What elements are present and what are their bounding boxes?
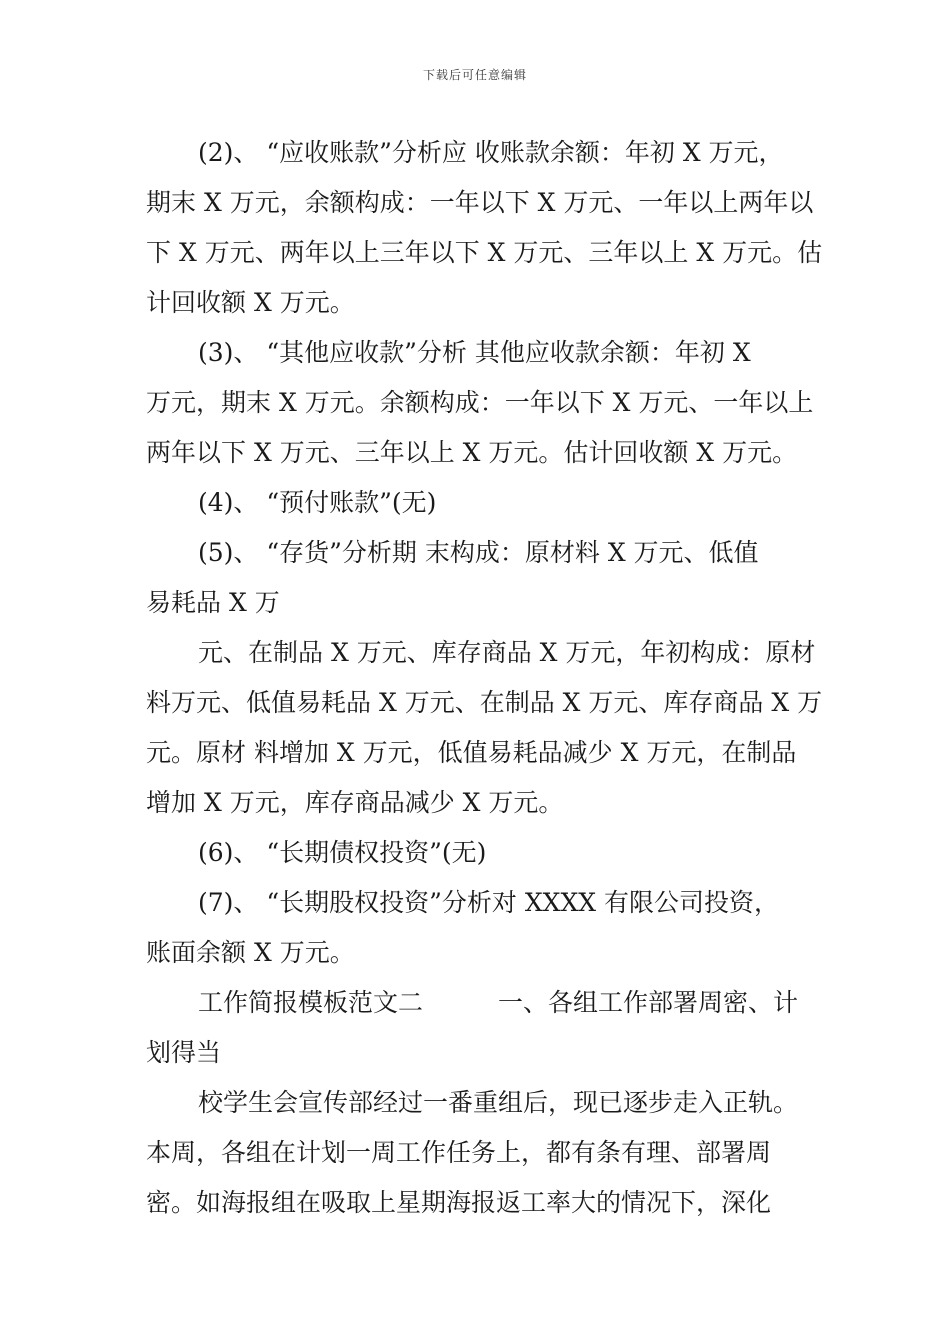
text-line: (6)、 “长期债权投资”(无) (198, 838, 487, 867)
text-line: (7)、 “长期股权投资”分析对 XXXX 有限公司投资， (198, 888, 780, 917)
text-line: 易耗品 X 万 (146, 588, 280, 617)
text-line: 本周，各组在计划一周工作任务上，都有条有理、部署周 (146, 1138, 772, 1167)
text-line: 密。如海报组在吸取上星期海报返工率大的情况下，深化 (146, 1188, 772, 1217)
text-line: 划得当 (146, 1038, 222, 1067)
document-body (146, 128, 823, 1228)
text-line: (3)、 “其他应收款”分析 其他应收款余额：年初 X (198, 338, 751, 367)
text-line: 期末 X 万元，余额构成：一年以下 X 万元、一年以上两年以 (146, 188, 814, 217)
text-line: 账面余额 X 万元。 (146, 938, 355, 967)
page-header-note: 下载后可任意编辑 (422, 68, 527, 82)
text-line: 计回收额 X 万元。 (146, 288, 355, 317)
text-line: 元。原材 料增加 X 万元，低值易耗品减少 X 万元，在制品 (146, 738, 797, 767)
text-line: 下 X 万元、两年以上三年以下 X 万元、三年以上 X 万元。估 (146, 238, 823, 267)
text-line: 工作简报模板范文二 一、各组工作部署周密、计 (198, 988, 799, 1017)
text-line: (2)、 “应收账款”分析应 收账款余额：年初 X 万元， (198, 138, 784, 167)
text-line: 万元，期末 X 万元。余额构成：一年以下 X 万元、一年以上 (146, 388, 814, 417)
text-line: (5)、 “存货”分析期 末构成：原材料 X 万元、低值 (198, 538, 759, 567)
text-line: (4)、 “预付账款”(无) (198, 488, 437, 517)
text-line: 校学生会宣传部经过一番重组后，现已逐步走入正轨。 (198, 1088, 799, 1117)
text-line: 增加 X 万元，库存商品减少 X 万元。 (146, 788, 564, 817)
text-line: 两年以下 X 万元、三年以上 X 万元。估计回收额 X 万元。 (146, 438, 798, 467)
text-line: 料万元、低值易耗品 X 万元、在制品 X 万元、库存商品 X 万 (146, 688, 823, 717)
text-line: 元、在制品 X 万元、库存商品 X 万元，年初构成：原材 (198, 638, 816, 667)
